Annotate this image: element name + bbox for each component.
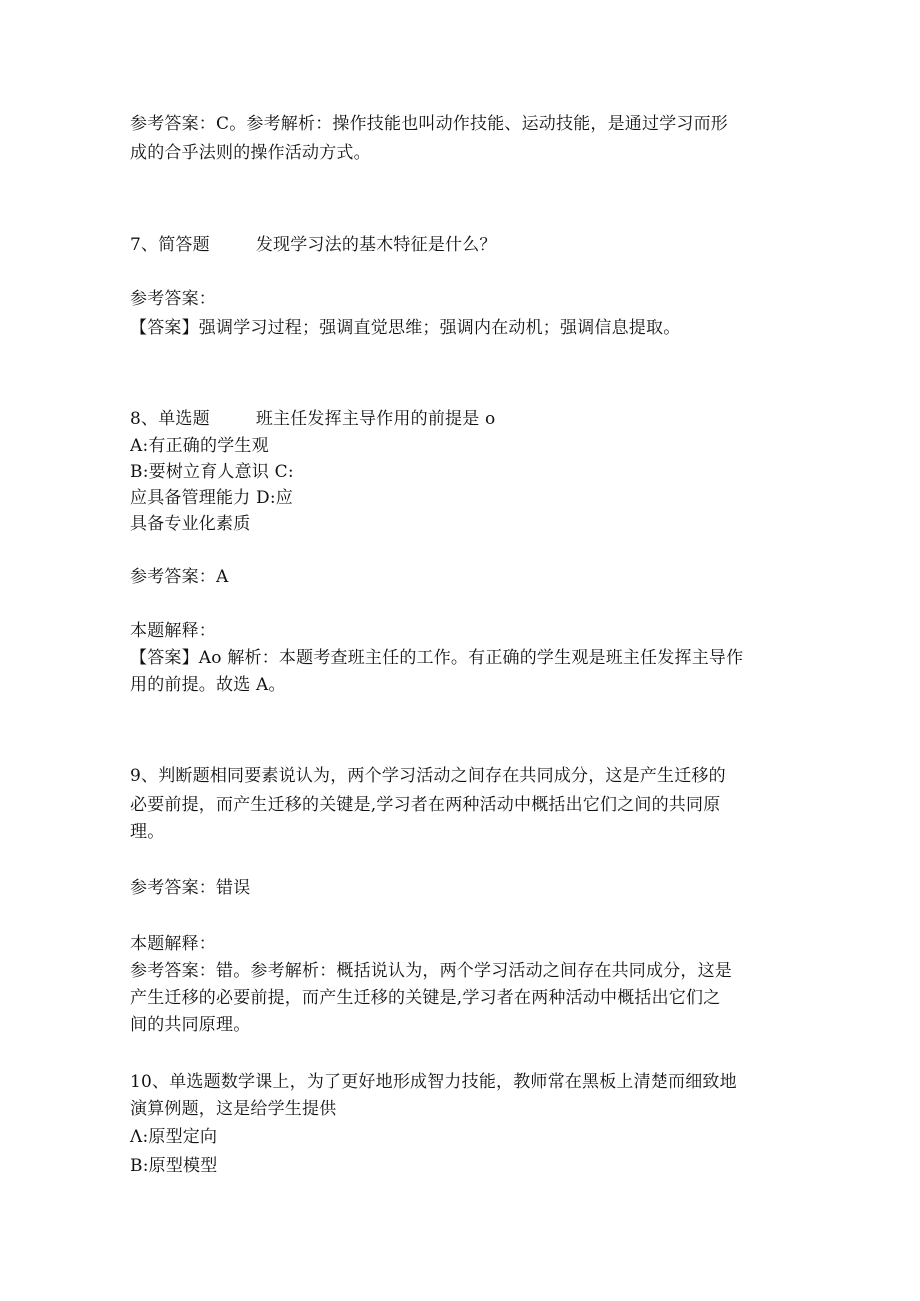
q7-answer-text: 【答案】强调学习过程；强调直觉思维；强调内在动机；强调信息提取。 [130, 318, 681, 338]
q8-option-line-1: A:有正确的学生观 [130, 436, 269, 456]
q9-answer: 参考答案：错误 [130, 878, 251, 898]
q10-option-b: B:原型模型 [130, 1156, 218, 1176]
q7-answer-label: 参考答案： [130, 289, 216, 309]
q9-explain-line-2: 产生迁移的必要前提，而产生迁移的关键是,学习者在两种活动中概括出它们之 [130, 988, 721, 1008]
q8-explain-label: 本题解释： [130, 621, 216, 641]
q8-explain-line-2: 用的前提。故选 A。 [130, 675, 286, 695]
q10-question-line-2: 演算例题，这是给学生提供 [130, 1099, 337, 1119]
q8-question-line [130, 407, 495, 431]
q8-option-line-4: 具备专业化素质 [130, 514, 251, 534]
q9-question-line-1: 9、判断题相同要素说认为，两个学习活动之间存在共同成分，这是产生迁移的 [130, 766, 726, 786]
q6-answer-line-1: 参考答案：C。参考解析：操作技能也叫动作技能、运动技能，是通过学习而形 [130, 114, 729, 134]
q8-option-line-2: B:要树立育人意识 C: [130, 462, 294, 482]
q10-option-a: Λ:原型定向 [130, 1127, 218, 1147]
q8-number-type: 8、单选题 [130, 409, 210, 429]
q9-question-line-3: 理。 [130, 822, 165, 842]
q8-question-text: 班主任发挥主导作用的前提是 o [255, 409, 496, 429]
q8-option-line-3: 应具备管理能力 D:应 [130, 488, 293, 508]
q9-question-line-2: 必要前提，而产生迁移的关键是,学习者在两种活动中概括出它们之间的共同原 [130, 795, 721, 815]
q7-number-type: 7、简答题 [130, 235, 210, 255]
q7-question-text: 发现学习法的基木特征是什么？ [255, 235, 497, 255]
q10-question-line-1: 10、单选题数学课上，为了更好地形成智力技能，教师常在黑板上清楚而细致地 [130, 1072, 737, 1092]
q6-answer-line-2: 成的合乎法则的操作活动方式。 [130, 143, 371, 163]
q9-explain-line-3: 间的共同原理。 [130, 1015, 251, 1035]
q9-explain-line-1: 参考答案：错。参考解析：概括说认为，两个学习活动之间存在共同成分，这是 [130, 961, 732, 981]
q9-explain-label: 本题解释： [130, 934, 216, 954]
q7-question-line [130, 233, 497, 257]
q8-explain-line-1: 【答案】Ao 解析：本题考查班主任的工作。有正确的学生观是班主任发挥主导作 [130, 648, 744, 668]
q8-answer: 参考答案：A [130, 567, 229, 587]
